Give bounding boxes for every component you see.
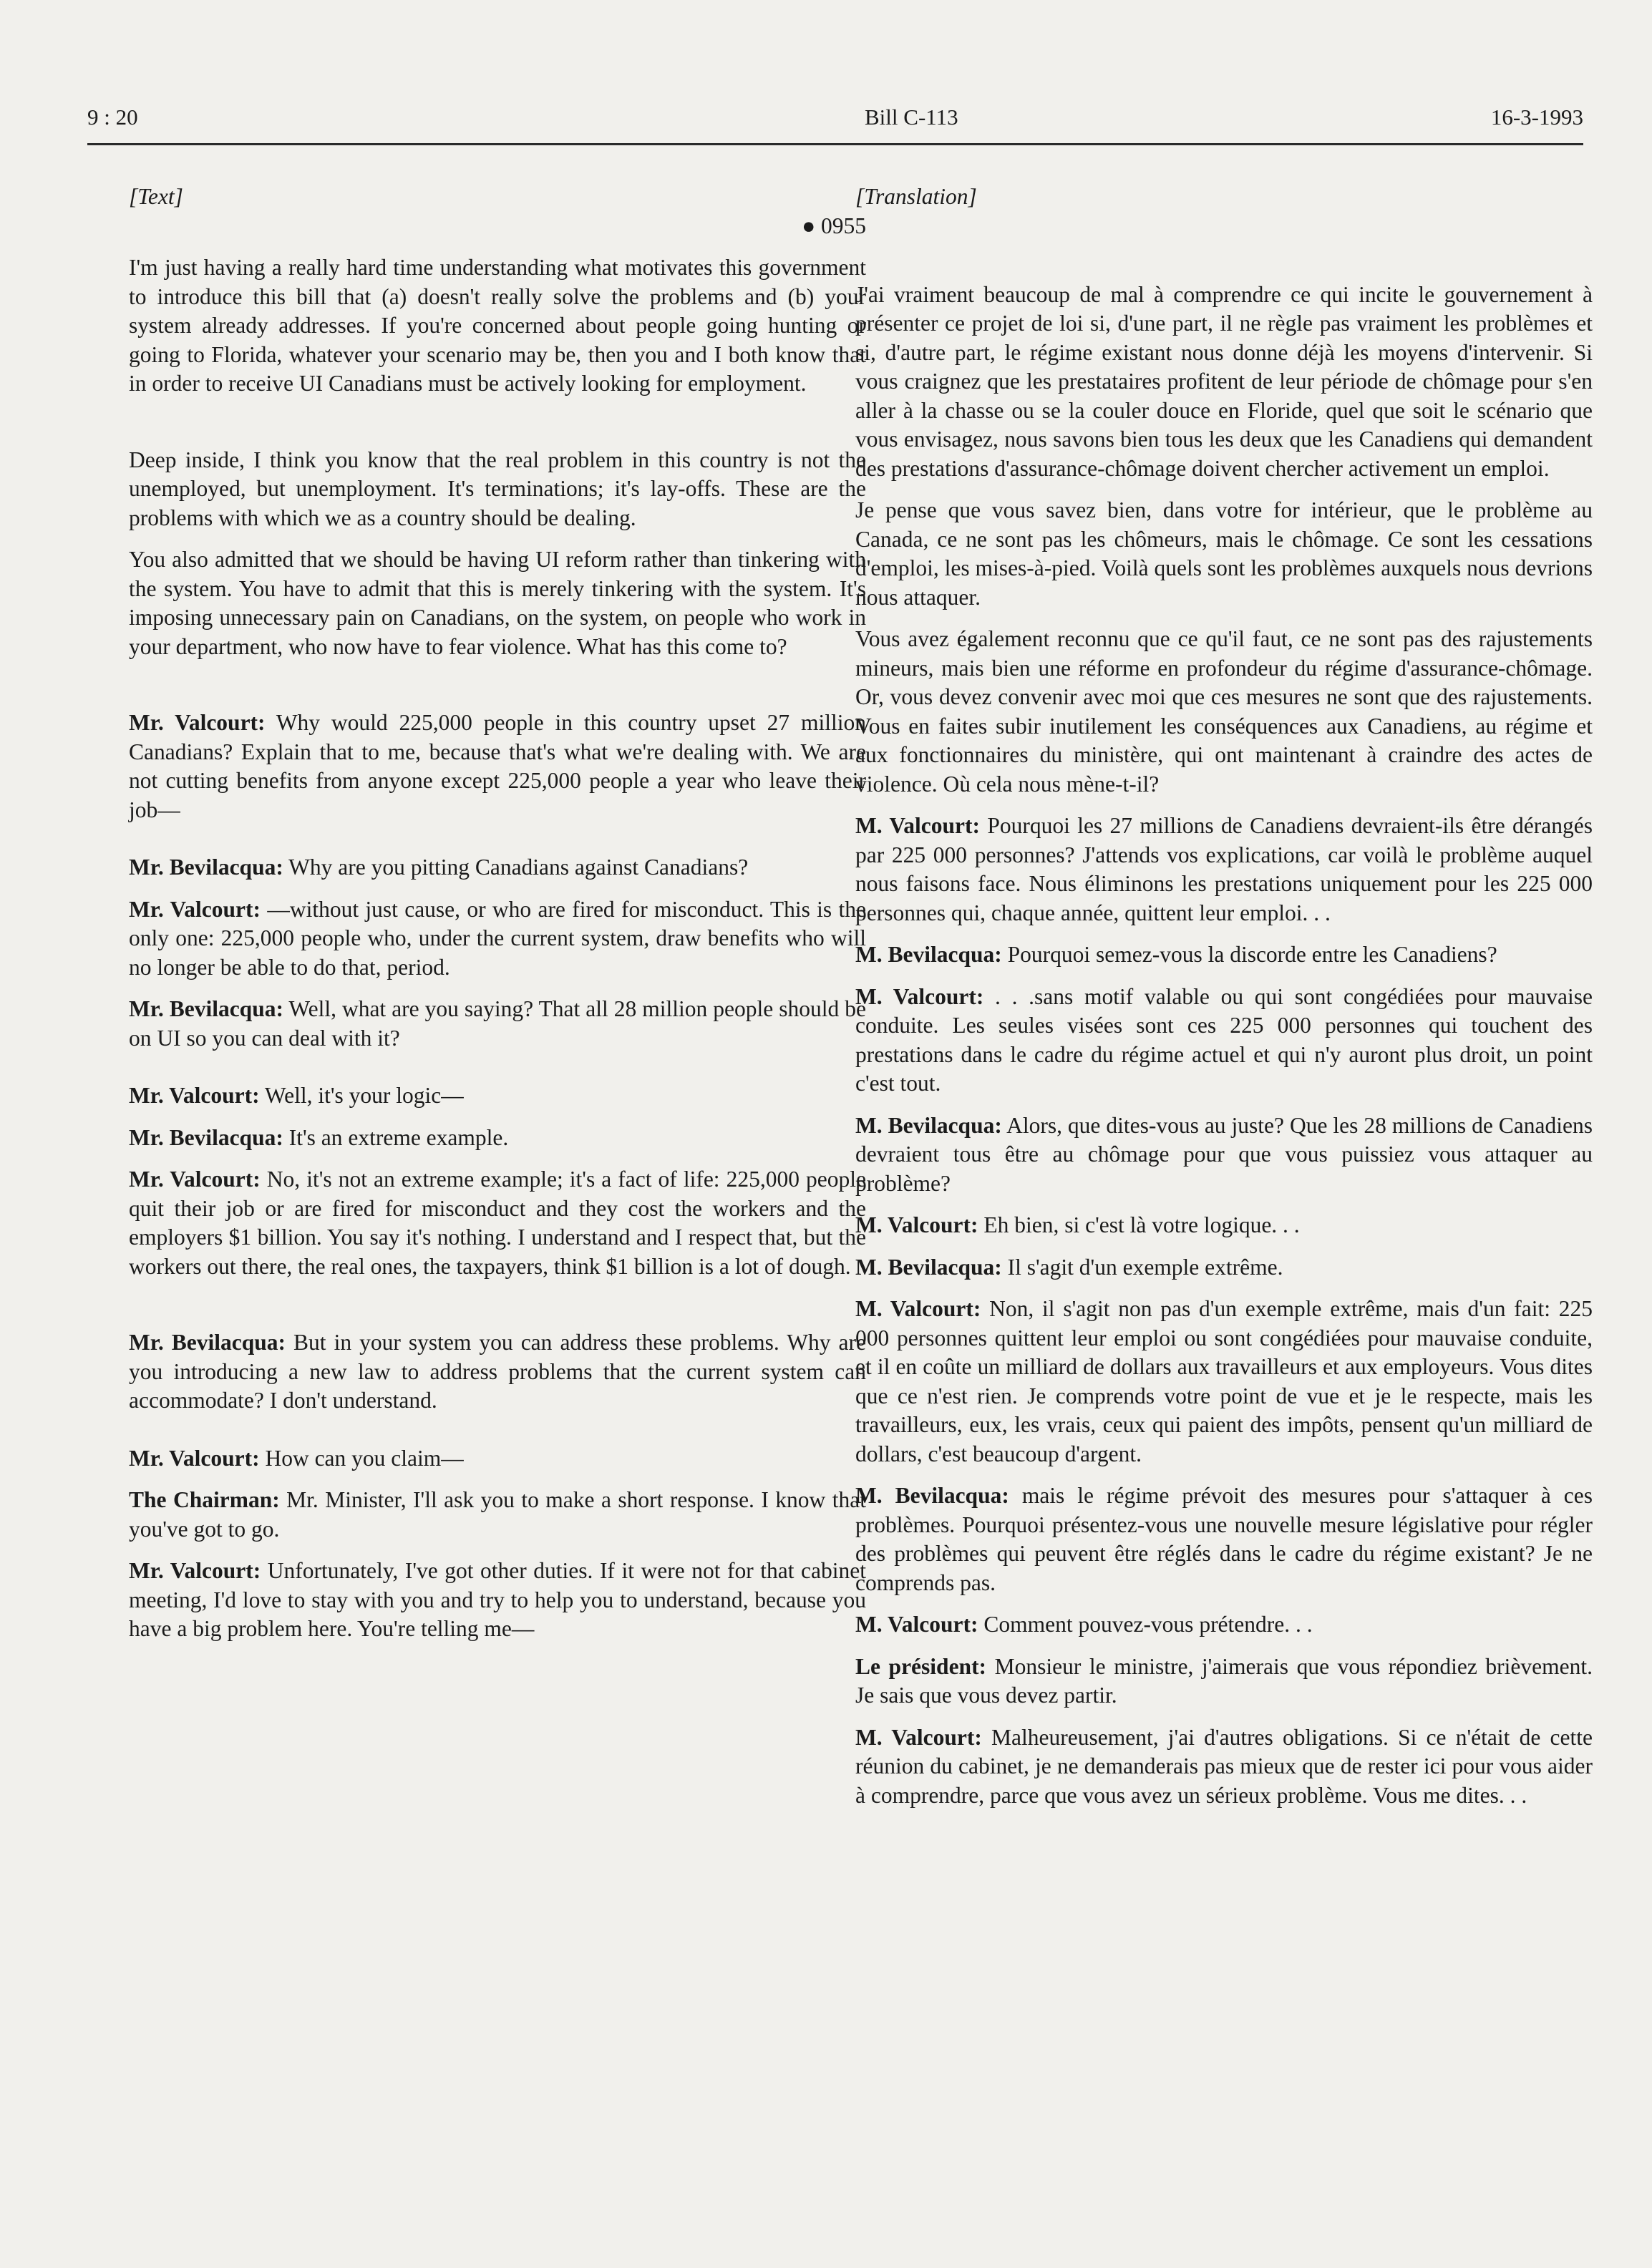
speaker-name: M. Valcourt:	[855, 1612, 978, 1637]
fr-statement-6	[855, 1253, 1593, 1283]
en-statement-7	[129, 1165, 866, 1281]
speaker-name: M. Bevilacqua:	[855, 1254, 1002, 1280]
statement-text: But in your system you can address these problems. Why are you introducing a new law to address problems that the current system can accommodate? I don't understand.	[129, 1330, 866, 1413]
fr-statement-3	[855, 983, 1593, 1099]
speaker-name: M. Valcourt:	[855, 1212, 978, 1237]
speaker-name: Mr. Valcourt:	[129, 710, 266, 735]
statement-text: Eh bien, si c'est là votre logique. . .	[978, 1212, 1300, 1237]
speaker-name: M. Bevilacqua:	[855, 942, 1002, 967]
statement-text: Pourquoi les 27 millions de Canadiens devraient-ils être dérangés par 225 000 personnes? J'attends vos explications, car voilà le problème auquel nous faisons face. Nous éliminons les prestations uniquement pour les 225 000 personnes qui, chaque année, quittent leur emploi. . .	[855, 813, 1593, 925]
statement-text: It's an extreme example.	[283, 1124, 509, 1150]
statement-text: . . .sans motif valable ou qui sont congédiées pour mauvaise conduite. Les seules visées sont ces 225 000 personnes qui touchent des prestations dans le cadre du régime actuel et qui n'y auront plus droit, un point c'est tout.	[855, 983, 1593, 1096]
en-paragraph-3: You also admitted that we should be having UI reform rather than tinkering with the system. You have to admit that this is merely tinkering with the system. It's imposing unnecessary pain on Canadians, on the system, on people who work in your department, who now have to fear violence. What has this come to?	[129, 547, 866, 659]
fr-statement-7	[855, 1295, 1593, 1469]
running-header	[87, 100, 1583, 145]
speaker-name: M. Valcourt:	[855, 813, 980, 838]
statement-text: mais le régime prévoit des mesures pour s'attaquer à ces problèmes. Pourquoi présentez-vous une nouvelle mesure législative pour régler des problèmes qui peuvent être réglés dans le cadre du régime existant? Je ne comprends pas.	[855, 1483, 1593, 1595]
fr-paragraph-1: J'ai vraiment beaucoup de mal à comprendre ce qui incite le gouvernement à présenter ce projet de loi si, d'une part, il ne règle pas vraiment les problèmes et si, d'autre part, le régime existant nous donne déjà les moyens d'intervenir. Si vous craignez que les prestataires profitent de leur période de chômage pour s'en aller à la chasse ou se la couler douce en Floride, quel que soit le scénario que vous envisagez, nous savons bien tous les deux que les Canadiens qui demandent des prestations d'assurance-chômage doivent chercher activement un emploi.	[855, 281, 1593, 481]
statement-text: How can you claim—	[259, 1445, 464, 1471]
statement-text: Pourquoi semez-vous la discorde entre les Canadiens?	[1001, 942, 1497, 967]
en-paragraph-2: Deep inside, I think you know that the real problem in this country is not the unemployed, but unemployment. It's terminations; it's lay-offs. These are the problems with which we as a country should be dealing.	[129, 447, 866, 530]
french-column	[855, 182, 1593, 1810]
statement-text: Well, it's your logic—	[259, 1083, 464, 1108]
statement-text: Comment pouvez-vous prétendre. . .	[978, 1612, 1313, 1637]
speaker-name: Mr. Valcourt:	[129, 1445, 260, 1471]
speaker-name: Mr. Valcourt:	[129, 1167, 261, 1192]
english-column	[129, 182, 866, 1644]
speaker-name: Le président:	[855, 1653, 987, 1679]
page-number: 9 : 20	[87, 104, 138, 130]
statement-text: Non, il s'agit non pas d'un exemple extrême, mais d'un fait: 225 000 personnes quittent leur emploi ou sont congédiées pour mauvaise conduite, et il en coûte un milliard de dollars aux travailleurs et aux employeurs. Vous dites que ce n'est rien. Je comprends votre point de vue et je le respecte, mais les travailleurs, eux, les vrais, ceux qui paient des impôts, pensent qu'un milliard de dollars, c'est beaucoup d'argent.	[855, 1296, 1593, 1466]
en-statement-9	[129, 1444, 866, 1474]
speaker-name: M. Valcourt:	[855, 983, 984, 1009]
fr-statement-10	[855, 1653, 1593, 1710]
statement-text: Why would 225,000 people in this country upset 27 million Canadians? Explain that to me, because that's what we're dealing with. We are not cutting benefits from anyone except 225,000 people a year who leave their job—	[129, 710, 866, 822]
fr-statement-8	[855, 1481, 1593, 1597]
statement-text: Il s'agit d'un exemple extrême.	[1001, 1254, 1283, 1280]
fr-statement-9	[855, 1610, 1593, 1640]
speaker-name: Mr. Bevilacqua:	[129, 855, 283, 880]
statement-text: Mr. Minister, I'll ask you to make a short response. I know that you've got to go.	[129, 1487, 866, 1542]
en-statement-6	[129, 1124, 866, 1153]
time-marker: ● 0955	[802, 213, 866, 238]
en-statement-5	[129, 1081, 866, 1111]
speaker-name: Mr. Valcourt:	[129, 1083, 260, 1108]
speaker-name: Mr. Valcourt:	[129, 896, 261, 922]
en-statement-8	[129, 1328, 866, 1416]
english-column-label: [Text]	[129, 184, 183, 209]
statement-text: Alors, que dites-vous au juste? Que les 28 millions de Canadiens devraient tous être au chômage pour que vous puissiez vous attaquer au problème?	[855, 1112, 1593, 1196]
statement-text: Well, what are you saying? That all 28 million people should be on UI so you can deal with it?	[129, 996, 866, 1051]
fr-statement-2	[855, 940, 1593, 970]
statement-text: Unfortunately, I've got other duties. If it were not for that cabinet meeting, I'd love to stay with you and try to help you to understand, because you have a big problem here. You're telling me—	[129, 1558, 866, 1641]
statement-text: Malheureusement, j'ai d'autres obligations. Si ce n'était de cette réunion du cabinet, je ne demanderais pas mieux que de rester ici pour vous aider à comprendre, parce que vous avez un sérieux problème. Vous me dites. . .	[855, 1724, 1593, 1808]
en-statement-11	[129, 1557, 866, 1644]
fr-paragraph-2: Je pense que vous savez bien, dans votre for intérieur, que le problème au Canada, ce ne sont pas les chômeurs, mais le chômage. Ce sont les cessations d'emploi, les mises-à-pied. Voilà quels sont les problèmes auxquels nous devrions nous attaquer.	[855, 497, 1593, 610]
header-date: 16-3-1993	[1490, 104, 1583, 130]
statement-text: Monsieur le ministre, j'aimerais que vous répondiez brièvement. Je sais que vous devez partir.	[855, 1653, 1593, 1708]
speaker-name: Mr. Bevilacqua:	[129, 996, 283, 1021]
statement-text: Why are you pitting Canadians against Canadians?	[283, 855, 749, 880]
speaker-name: M. Valcourt:	[855, 1296, 981, 1321]
en-statement-4	[129, 995, 866, 1053]
fr-paragraph-3: Vous avez également reconnu que ce qu'il faut, ce ne sont pas des rajustements mineurs, mais bien une réforme en profondeur du régime d'assurance-chômage. Or, vous devez convenir avec moi que ces mesures ne sont que des rajustements. Vous en faites subir inutilement les conséquences aux Canadiens, au régime et aux fonctionnaires du ministère, qui ont maintenant à craindre des actes de violence. Où cela nous mène-t-il?	[855, 626, 1593, 797]
bill-title: Bill C-113	[865, 104, 958, 130]
french-column-label: [Translation]	[855, 184, 977, 209]
speaker-name: Mr. Bevilacqua:	[129, 1330, 286, 1355]
speaker-name: M. Bevilacqua:	[855, 1112, 1002, 1138]
en-statement-10	[129, 1486, 866, 1544]
statement-text: —without just cause, or who are fired for misconduct. This is the only one: 225,000 people who, under the current system, draw benefits who will no longer be able to do that, period.	[129, 896, 866, 980]
fr-statement-11	[855, 1723, 1593, 1811]
speaker-name: The Chairman:	[129, 1487, 280, 1512]
en-statement-2	[129, 853, 866, 882]
speaker-name: M. Valcourt:	[855, 1724, 982, 1750]
en-statement-1	[129, 709, 866, 824]
fr-statement-5	[855, 1211, 1593, 1240]
speaker-name: Mr. Bevilacqua:	[129, 1124, 283, 1150]
fr-statement-1	[855, 812, 1593, 928]
statement-text: No, it's not an extreme example; it's a fact of life: 225,000 people quit their job or are fired for misconduct and they cost the workers and the employers $1 billion. You say it's nothing. I understand and I respect that, but the workers out there, the real ones, the taxpayers, think $1 billion is a lot of dough.	[129, 1167, 866, 1279]
fr-statement-4	[855, 1111, 1593, 1199]
speaker-name: Mr. Valcourt:	[129, 1558, 261, 1583]
speaker-name: M. Bevilacqua:	[855, 1483, 1009, 1508]
en-statement-3	[129, 895, 866, 983]
en-paragraph-1: I'm just having a really hard time understanding what motivates this government to introduce this bill that (a) doesn't really solve the problems and (b) your system already addresses. If you're concerned about people going hunting or going to Florida, whatever your scenario may be, then you and I both know that in order to receive UI Canadians must be actively looking for employment.	[129, 255, 866, 396]
